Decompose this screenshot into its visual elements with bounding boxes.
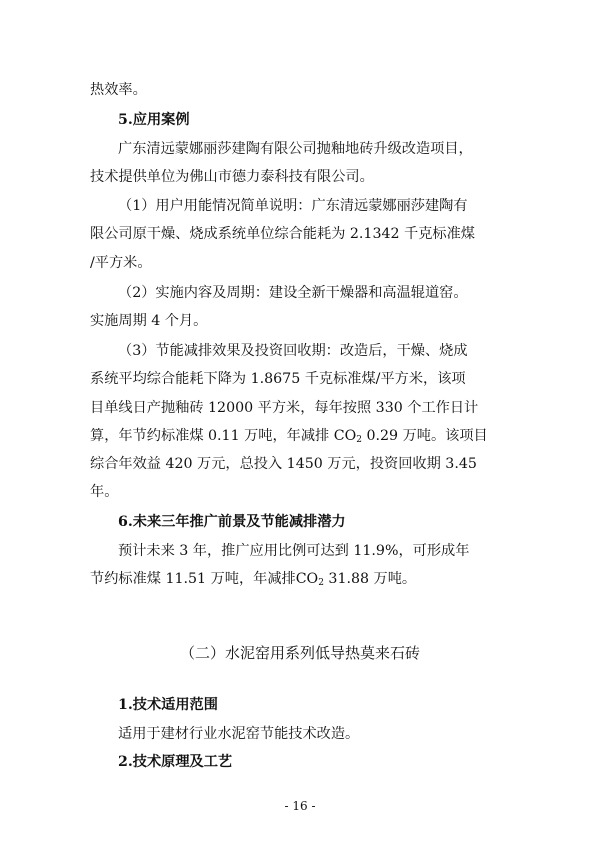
page-number: - 16 - — [284, 799, 316, 813]
heading-application-case: 5.应用案例 — [118, 112, 190, 128]
paragraph-line: 限公司原干燥、烧成系统单位综合能耗为 2.1342 千克标准煤 — [90, 226, 475, 242]
paragraph-line: 目单线日产抛釉砖 12000 平方米，每年按照 330 个工作日计 — [90, 400, 479, 416]
paragraph-line: （3）节能减排效果及投资回收期：改造后，干燥、烧成 — [118, 343, 468, 359]
paragraph-line: 技术提供单位为佛山市德力泰科技有限公司。 — [90, 169, 374, 185]
paragraph-line — [90, 426, 520, 446]
paragraph-line: 年。 — [90, 484, 119, 500]
heading-principle: 2.技术原理及工艺 — [118, 754, 233, 770]
section-title: （二）水泥窑用系列低导热莫来石砖 — [179, 644, 420, 662]
text-segment: 0.29 万吨。该项目 — [361, 428, 488, 444]
paragraph-line: /平方米。 — [90, 255, 152, 271]
paragraph-line: 热效率。 — [90, 82, 147, 98]
subscript-2: 2 — [318, 578, 324, 588]
paragraph-line: （1）用户用能情况简单说明：广东清远蒙娜丽莎建陶有 — [118, 198, 468, 214]
heading-scope: 1.技术适用范围 — [118, 697, 218, 713]
paragraph-line: 综合年效益 420 万元，总投入 1450 万元，投资回收期 3.45 — [90, 456, 477, 472]
paragraph-line: 广东清远蒙娜丽莎建陶有限公司抛釉地砖升级改造项目， — [118, 141, 473, 157]
text-segment: 31.88 万吨。 — [323, 571, 417, 587]
paragraph-line: （2）实施内容及周期：建设全新干燥器和高温辊道窑。 — [118, 285, 468, 301]
paragraph-line: 系统平均综合能耗下降为 1.8675 千克标准煤/平方米，该项 — [90, 371, 466, 387]
paragraph-line: 实施周期 4 个月。 — [90, 313, 208, 329]
text-segment: 节约标准煤 11.51 万吨，年减排CO — [90, 571, 319, 587]
paragraph-line — [90, 569, 520, 589]
paragraph-line: 预计未来 3 年，推广应用比例可达到 11.9%，可形成年 — [118, 543, 470, 559]
subscript-2: 2 — [356, 435, 362, 445]
paragraph-line: 适用于建材行业水泥窑节能技术改造。 — [118, 726, 360, 742]
text-segment: 算，年节约标准煤 0.11 万吨，年减排 CO — [90, 428, 357, 444]
heading-promotion-prospect: 6.未来三年推广前景及节能减排潜力 — [118, 514, 346, 530]
